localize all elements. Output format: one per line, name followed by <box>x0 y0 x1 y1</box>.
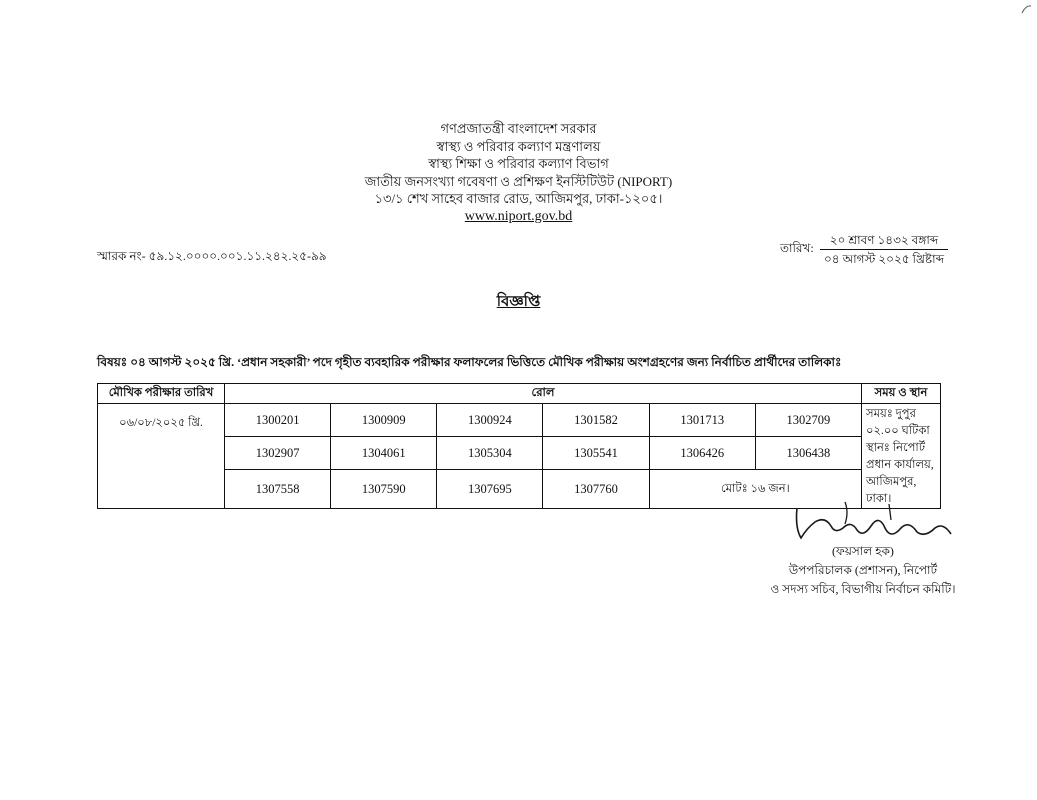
total-count: মোটঃ ১৬ জন। <box>649 470 861 509</box>
signatory-designation: উপপরিচালক (প্রশাসন), নিপোর্ট <box>788 563 938 577</box>
division-name: স্বাস্থ্য শিক্ষা ও পরিবার কল্যাণ বিভাগ <box>428 156 609 171</box>
roll-cell: 1300201 <box>225 404 331 437</box>
roll-cell: 1307695 <box>437 470 543 509</box>
signatory-role: ও সদস্য সচিব, বিভাগীয় নির্বাচন কমিটি। <box>770 582 956 596</box>
signatory-name: (ফয়সাল হক) <box>832 544 894 558</box>
ministry-name: স্বাস্থ্য ও পরিবার কল্যাণ মন্ত্রণালয় <box>436 138 601 154</box>
roll-cell: 1302709 <box>755 404 861 437</box>
corner-mark <box>1020 2 1032 14</box>
website-link[interactable]: www.niport.gov.bd <box>464 208 573 224</box>
exam-date-cell: ০৬/০৮/২০২৫ খ্রি. <box>98 404 225 509</box>
exam-time: সময়ঃ দুপুর ০২.০০ ঘটিকা <box>866 408 930 437</box>
table-row <box>98 437 941 470</box>
time-place-cell <box>862 404 941 509</box>
roll-cell: 1301713 <box>649 404 755 437</box>
notice-title: বিজ্ঞপ্তি <box>496 294 541 310</box>
roll-cell: 1301582 <box>543 404 649 437</box>
roll-cell: 1307558 <box>225 470 331 509</box>
roll-cell: 1300909 <box>331 404 437 437</box>
col-header-roll: রোল <box>225 384 862 404</box>
exam-place-line1: স্থানঃ নিপোর্ট প্রধান কার্যালয়, <box>866 442 934 471</box>
table-row <box>98 404 941 437</box>
roll-cell: 1305304 <box>437 437 543 470</box>
notice-subject: বিষয়ঃ ০৪ আগস্ট ২০২৫ খ্রি. ‘প্রধান সহকারী’ পদে গৃহীত ব্যবহারিক পরীক্ষার ফলাফলের ভিত্তিতে মৌখিক পরীক্ষায় অংশগ্রহণের জন্য নির্বাচিত প্রার্থীদের তালিকাঃ <box>97 355 842 369</box>
institute-address: ১৩/১ শেখ সাহেব বাজার রোড, আজিমপুর, ঢাকা-১২০৫। <box>374 191 663 206</box>
roll-cell: 1307760 <box>543 470 649 509</box>
date-bangla: ২০ শ্রাবণ ১৪৩২ বঙ্গাব্দ <box>820 232 948 250</box>
govt-name: গণপ্রজাতন্ত্রী বাংলাদেশ সরকার <box>440 121 597 136</box>
roll-table <box>97 383 941 509</box>
roll-cell: 1302907 <box>225 437 331 470</box>
roll-cell: 1305541 <box>543 437 649 470</box>
col-header-exam-date: মৌখিক পরীক্ষার তারিখ <box>98 384 225 404</box>
exam-place-line2: আজিমপুর, ঢাকা। <box>866 476 917 505</box>
col-header-time-place: সময় ও স্থান <box>862 384 941 404</box>
table-header-row <box>98 384 941 404</box>
letterhead <box>0 120 1037 225</box>
roll-cell: 1307590 <box>331 470 437 509</box>
date-block <box>820 232 948 267</box>
signatory-block <box>758 542 968 599</box>
roll-cell: 1300924 <box>437 404 543 437</box>
date-gregorian: ০৪ আগস্ট ২০২৫ খ্রিষ্টাব্দ <box>824 252 944 266</box>
date-label: তারিখ: <box>780 241 814 255</box>
roll-cell: 1304061 <box>331 437 437 470</box>
roll-cell: 1306426 <box>649 437 755 470</box>
roll-cell: 1306438 <box>755 437 861 470</box>
memo-number: স্মারক নং- ৫৯.১২.০০০০.০০১.১১.২৪২.২৫-৯৯ <box>97 249 327 263</box>
institute-name: জাতীয় জনসংখ্যা গবেষণা ও প্রশিক্ষণ ইনস্টিটিউট (NIPORT) <box>364 173 673 189</box>
